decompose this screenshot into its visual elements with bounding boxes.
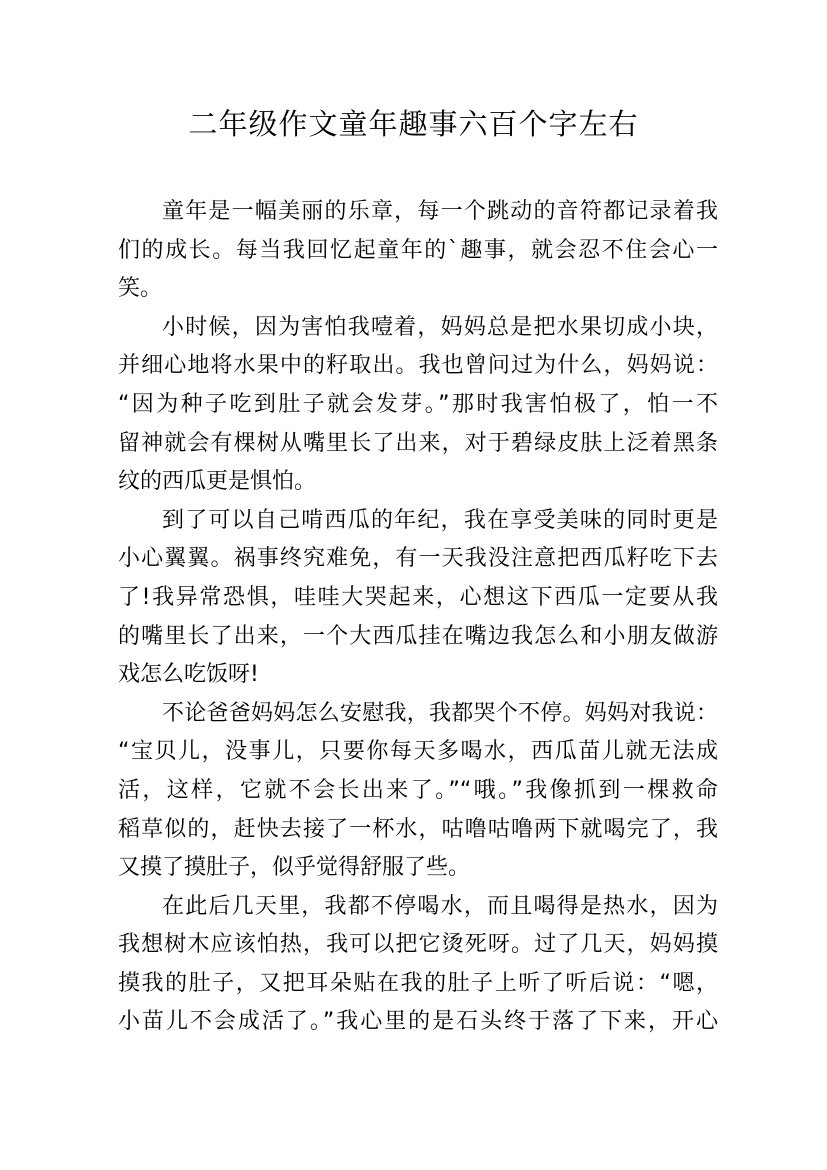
text-line: 纹的西瓜更是惧怕。: [118, 469, 317, 495]
text-line: “宝贝儿，没事儿，只要你每天多喝水，西瓜苗儿就无法成: [118, 739, 718, 765]
text-line: 们的成长。每当我回忆起童年的`趣事，就会忍不住会心一: [118, 237, 718, 263]
paragraph: [118, 502, 718, 695]
document-title: 二年级作文童年趣事六百个字左右: [188, 107, 639, 141]
text-line: 不论爸爸妈妈怎么安慰我，我都哭个不停。妈妈对我说：: [162, 700, 718, 726]
text-line: 留神就会有棵树从嘴里长了出来，对于碧绿皮肤上泛着黑条: [118, 430, 718, 456]
text-line: 稻草似的，赶快去接了一杯水，咕噜咕噜两下就喝完了，我: [118, 816, 718, 842]
text-line: 的嘴里长了出来，一个大西瓜挂在嘴边我怎么和小朋友做游: [118, 623, 718, 649]
text-line: 小苗儿不会成活了。”我心里的是石头终于落了下来，开心: [118, 1009, 718, 1035]
text-line: 并细心地将水果中的籽取出。我也曾问过为什么，妈妈说：: [118, 353, 718, 379]
document-body: [118, 193, 718, 1042]
text-line: 戏怎么吃饭呀!: [118, 662, 259, 688]
text-line: 到了可以自己啃西瓜的年纪，我在享受美味的同时更是: [162, 507, 718, 533]
text-line: 了!我异常恐惧，哇哇大哭起来，心想这下西瓜一定要从我: [118, 584, 718, 610]
paragraph: [118, 193, 718, 309]
paragraph: [118, 695, 718, 888]
text-line: 又摸了摸肚子，似乎觉得舒服了些。: [118, 855, 471, 881]
text-line: 小时候，因为害怕我噎着，妈妈总是把水果切成小块，: [162, 314, 718, 340]
paragraph: [118, 309, 718, 502]
text-line: 摸我的肚子，又把耳朵贴在我的肚子上听了听后说：“嗯，: [118, 970, 718, 996]
text-line: 童年是一幅美丽的乐章，每一个跳动的音符都记录着我: [162, 199, 718, 224]
paragraph: [118, 888, 718, 1042]
text-line: 小心翼翼。祸事终究难免，有一天我没注意把西瓜籽吃下去: [118, 546, 718, 572]
text-line: “因为种子吃到肚子就会发芽。”那时我害怕极了，怕一不: [118, 391, 718, 417]
text-line: 活，这样，它就不会长出来了。”“哦。”我像抓到一棵救命: [118, 777, 718, 803]
text-line: 我想树木应该怕热，我可以把它烫死呀。过了几天，妈妈摸: [118, 932, 718, 958]
text-line: 在此后几天里，我都不停喝水，而且喝得是热水，因为: [162, 893, 718, 919]
text-line: 笑。: [118, 276, 163, 302]
